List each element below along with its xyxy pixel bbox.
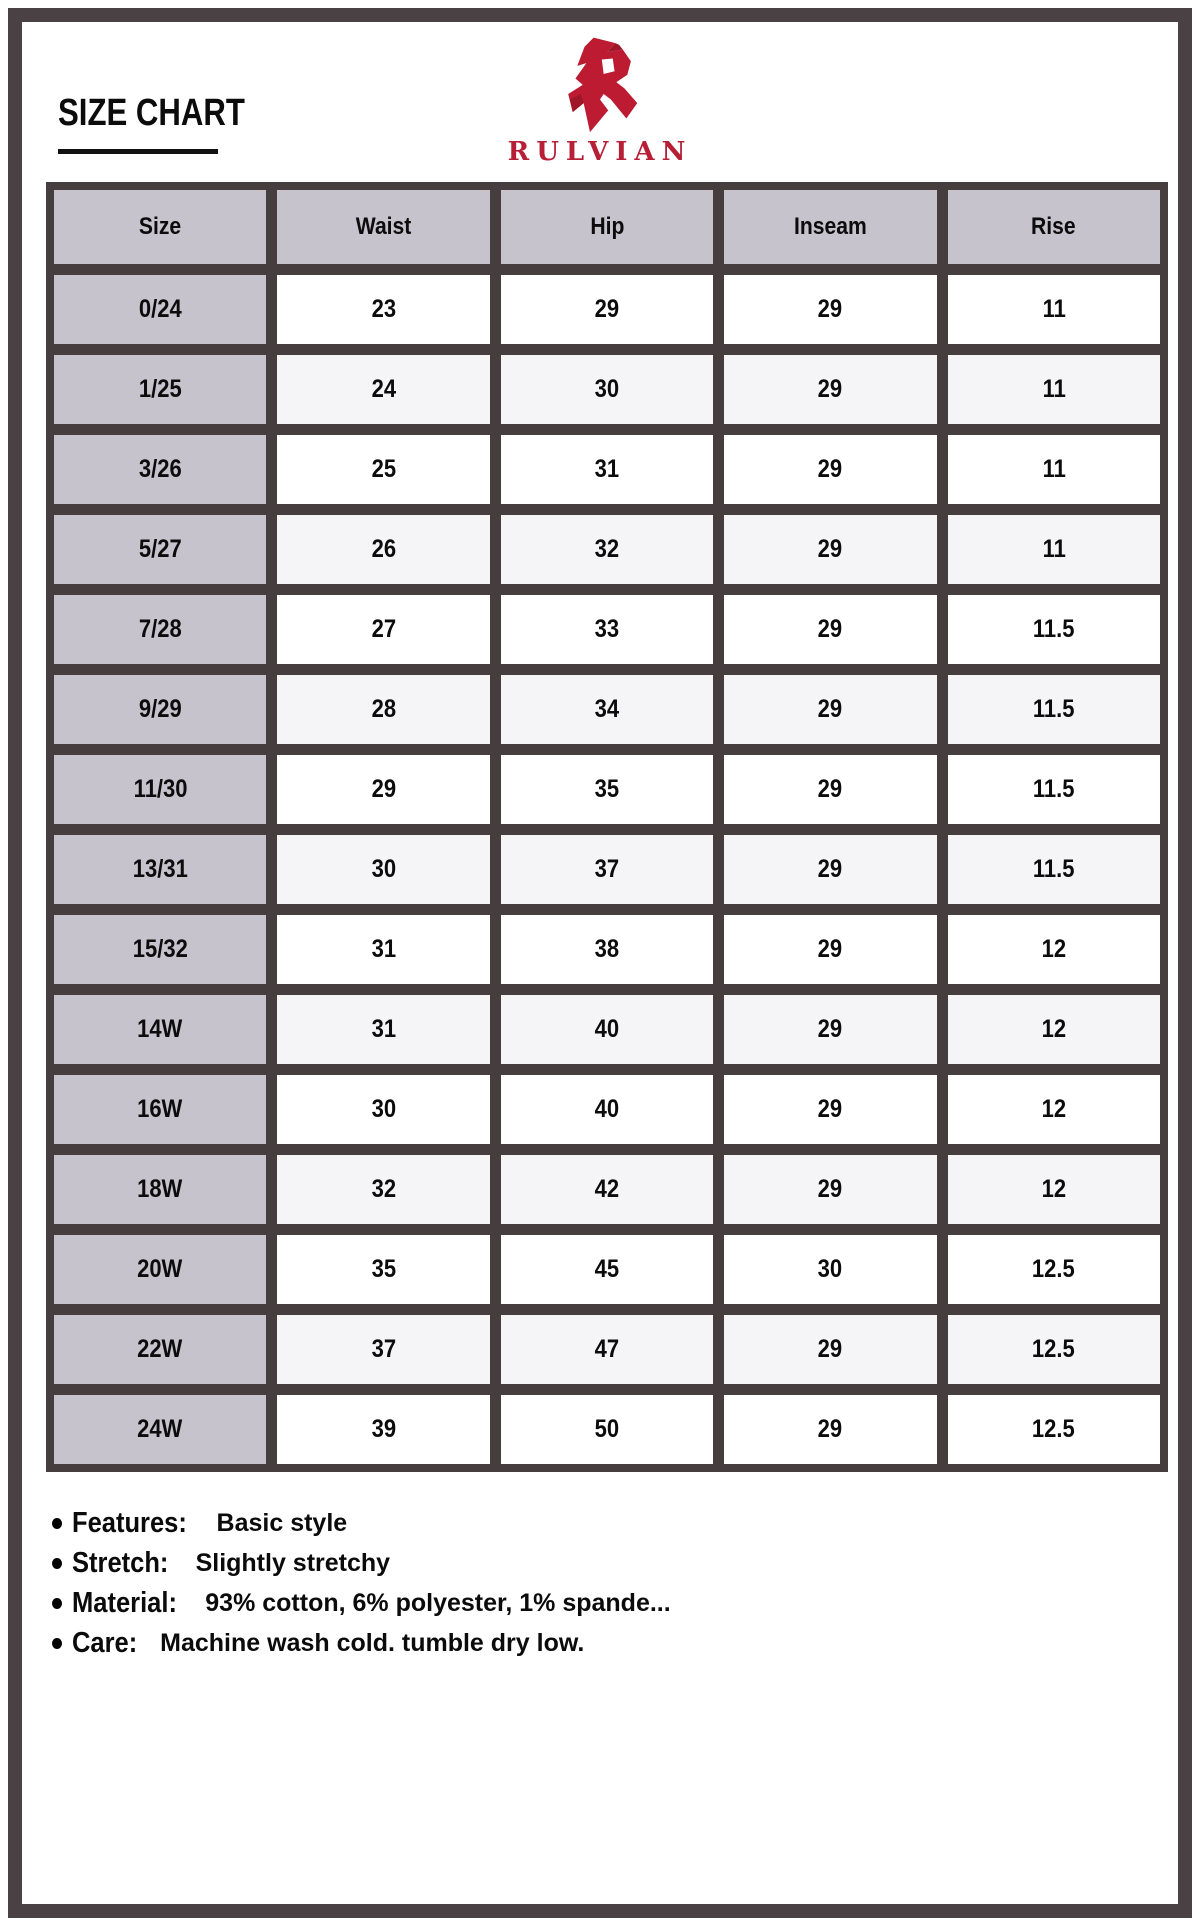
row-inseam-cell <box>724 1395 936 1464</box>
row-size-cell <box>54 995 266 1064</box>
row-waist-cell <box>277 355 489 424</box>
size-chart-table <box>46 182 1168 1472</box>
header-cell-rise <box>948 190 1160 264</box>
row-size-cell-text: 7/28 <box>138 615 182 643</box>
row-size-cell-text: 0/24 <box>138 295 182 323</box>
header-cell-hip-text: Hip <box>589 213 625 240</box>
brand-wordmark: RULVIAN <box>507 137 693 167</box>
row-waist-cell-text: 29 <box>371 775 396 803</box>
row-inseam-cell <box>724 1315 936 1384</box>
row-size-cell <box>54 1395 266 1464</box>
row-size-cell-text: 14W <box>137 1015 183 1043</box>
row-hip-cell-text: 35 <box>594 775 620 803</box>
row-size-cell <box>54 755 266 824</box>
row-inseam-cell <box>724 675 936 744</box>
row-inseam-cell <box>724 595 936 664</box>
row-hip-cell <box>501 435 713 504</box>
row-size-cell <box>54 515 266 584</box>
row-waist-cell-text: 28 <box>371 695 396 723</box>
row-hip-cell-text: 30 <box>594 375 620 403</box>
row-rise-cell <box>948 995 1160 1064</box>
row-inseam-cell-text: 29 <box>818 1415 843 1443</box>
bullet-dot-icon <box>52 1518 62 1529</box>
detail-line <box>52 1583 671 1623</box>
row-hip-cell <box>501 755 713 824</box>
row-hip-cell-text: 34 <box>594 695 620 723</box>
header-cell-size <box>54 190 266 264</box>
row-size-cell-text: 22W <box>137 1335 183 1363</box>
row-size-cell-text: 9/29 <box>138 695 182 723</box>
row-hip-cell-text: 50 <box>594 1415 620 1443</box>
row-size-cell-text: 3/26 <box>138 455 182 483</box>
header-cell-waist-text: Waist <box>355 213 412 240</box>
row-waist-cell <box>277 1395 489 1464</box>
row-hip-cell-text: 32 <box>594 535 620 563</box>
row-rise-cell <box>948 595 1160 664</box>
row-hip-cell-text: 29 <box>594 295 620 323</box>
row-hip-cell <box>501 1395 713 1464</box>
row-waist-cell <box>277 1235 489 1304</box>
header-cell-waist <box>277 190 489 264</box>
row-waist-cell-text: 24 <box>371 375 396 403</box>
row-rise-cell-text: 11 <box>1042 295 1066 323</box>
detail-value: Machine wash cold. tumble dry low. <box>160 1628 585 1657</box>
row-waist-cell <box>277 515 489 584</box>
row-waist-cell-text: 30 <box>371 855 396 883</box>
row-waist-cell <box>277 835 489 904</box>
row-rise-cell-text: 11.5 <box>1032 775 1075 803</box>
row-waist-cell-text: 30 <box>371 1095 396 1123</box>
row-rise-cell-text: 11 <box>1042 535 1066 563</box>
row-rise-cell <box>948 835 1160 904</box>
row-inseam-cell <box>724 275 936 344</box>
row-hip-cell-text: 33 <box>594 615 620 643</box>
row-rise-cell <box>948 1075 1160 1144</box>
row-waist-cell-text: 35 <box>371 1255 396 1283</box>
row-size-cell <box>54 1155 266 1224</box>
row-hip-cell <box>501 515 713 584</box>
row-hip-cell <box>501 355 713 424</box>
row-waist-cell <box>277 915 489 984</box>
detail-label: Features: <box>72 1506 187 1539</box>
row-rise-cell-text: 11.5 <box>1032 855 1075 883</box>
row-hip-cell-text: 40 <box>594 1015 620 1043</box>
detail-line <box>52 1503 671 1543</box>
row-waist-cell <box>277 1315 489 1384</box>
header-cell-inseam-text: Inseam <box>793 213 867 240</box>
detail-line <box>52 1623 671 1663</box>
row-rise-cell-text: 11.5 <box>1032 615 1075 643</box>
row-rise-cell-text: 12.5 <box>1032 1415 1076 1443</box>
row-hip-cell-text: 31 <box>594 455 620 483</box>
detail-value: Basic style <box>216 1508 348 1537</box>
row-inseam-cell-text: 30 <box>818 1255 843 1283</box>
header-cell-size-text: Size <box>139 213 182 240</box>
row-waist-cell <box>277 275 489 344</box>
row-waist-cell-text: 32 <box>371 1175 396 1203</box>
row-size-cell-text: 16W <box>137 1095 183 1123</box>
detail-label: Stretch: <box>72 1546 169 1579</box>
detail-label: Care: <box>72 1626 138 1659</box>
row-size-cell <box>54 1315 266 1384</box>
row-inseam-cell <box>724 1235 936 1304</box>
row-size-cell-text: 24W <box>137 1415 183 1443</box>
row-size-cell <box>54 1075 266 1144</box>
row-rise-cell-text: 11 <box>1042 455 1066 483</box>
row-hip-cell <box>501 1315 713 1384</box>
bullet-dot-icon <box>52 1598 62 1609</box>
row-waist-cell-text: 31 <box>371 935 396 963</box>
row-size-cell <box>54 435 266 504</box>
row-inseam-cell-text: 29 <box>818 695 843 723</box>
row-inseam-cell-text: 29 <box>818 855 843 883</box>
detail-line <box>52 1543 671 1583</box>
row-waist-cell-text: 26 <box>371 535 396 563</box>
row-inseam-cell-text: 29 <box>818 295 843 323</box>
row-inseam-cell <box>724 915 936 984</box>
row-hip-cell <box>501 595 713 664</box>
row-rise-cell-text: 12.5 <box>1032 1335 1076 1363</box>
row-waist-cell-text: 39 <box>371 1415 396 1443</box>
row-rise-cell <box>948 435 1160 504</box>
row-rise-cell-text: 12 <box>1041 1095 1067 1123</box>
row-size-cell-text: 15/32 <box>132 935 188 963</box>
row-hip-cell-text: 45 <box>594 1255 620 1283</box>
page-title: SIZE CHART <box>58 92 245 134</box>
row-size-cell <box>54 355 266 424</box>
row-inseam-cell-text: 29 <box>818 535 843 563</box>
row-size-cell <box>54 275 266 344</box>
row-inseam-cell-text: 29 <box>818 455 843 483</box>
row-inseam-cell <box>724 1155 936 1224</box>
product-details-list <box>52 1503 671 1663</box>
bullet-dot-icon <box>52 1558 62 1569</box>
row-waist-cell-text: 27 <box>371 615 396 643</box>
row-inseam-cell <box>724 755 936 824</box>
row-inseam-cell <box>724 515 936 584</box>
row-hip-cell-text: 37 <box>594 855 620 883</box>
row-hip-cell <box>501 275 713 344</box>
row-inseam-cell <box>724 435 936 504</box>
row-size-cell-text: 11/30 <box>133 775 188 803</box>
header-cell-inseam <box>724 190 936 264</box>
row-rise-cell <box>948 1395 1160 1464</box>
row-size-cell-text: 18W <box>137 1175 183 1203</box>
row-waist-cell <box>277 755 489 824</box>
row-hip-cell <box>501 835 713 904</box>
row-waist-cell-text: 23 <box>371 295 396 323</box>
row-rise-cell <box>948 915 1160 984</box>
row-waist-cell <box>277 675 489 744</box>
row-inseam-cell-text: 29 <box>818 1175 843 1203</box>
row-rise-cell-text: 11 <box>1042 375 1066 403</box>
row-inseam-cell-text: 29 <box>818 1015 843 1043</box>
row-size-cell <box>54 675 266 744</box>
row-hip-cell-text: 42 <box>594 1175 620 1203</box>
row-inseam-cell-text: 29 <box>818 775 843 803</box>
row-rise-cell <box>948 1315 1160 1384</box>
row-rise-cell-text: 12 <box>1041 1175 1067 1203</box>
row-hip-cell <box>501 1235 713 1304</box>
row-inseam-cell <box>724 355 936 424</box>
row-size-cell <box>54 835 266 904</box>
row-size-cell <box>54 1235 266 1304</box>
row-rise-cell-text: 12 <box>1041 1015 1067 1043</box>
row-waist-cell-text: 37 <box>371 1335 396 1363</box>
row-hip-cell <box>501 1155 713 1224</box>
row-waist-cell <box>277 1155 489 1224</box>
detail-value: 93% cotton, 6% polyester, 1% spande... <box>205 1588 671 1617</box>
detail-label: Material: <box>72 1586 177 1619</box>
row-hip-cell <box>501 675 713 744</box>
row-rise-cell <box>948 675 1160 744</box>
row-size-cell-text: 5/27 <box>138 535 182 563</box>
row-waist-cell <box>277 435 489 504</box>
row-rise-cell <box>948 1155 1160 1224</box>
row-size-cell <box>54 915 266 984</box>
row-waist-cell <box>277 995 489 1064</box>
row-rise-cell <box>948 275 1160 344</box>
header-cell-rise-text: Rise <box>1031 213 1077 240</box>
row-waist-cell <box>277 595 489 664</box>
row-rise-cell-text: 11.5 <box>1032 695 1075 723</box>
row-waist-cell-text: 31 <box>371 1015 396 1043</box>
row-size-cell <box>54 595 266 664</box>
row-rise-cell <box>948 755 1160 824</box>
bullet-dot-icon <box>52 1638 62 1649</box>
row-hip-cell <box>501 1075 713 1144</box>
header-cell-hip <box>501 190 713 264</box>
row-inseam-cell <box>724 835 936 904</box>
row-inseam-cell-text: 29 <box>818 1095 843 1123</box>
row-rise-cell-text: 12 <box>1041 935 1067 963</box>
row-hip-cell-text: 47 <box>594 1335 620 1363</box>
row-rise-cell-text: 12.5 <box>1032 1255 1076 1283</box>
row-waist-cell-text: 25 <box>371 455 396 483</box>
row-hip-cell-text: 38 <box>594 935 620 963</box>
row-rise-cell <box>948 515 1160 584</box>
row-inseam-cell-text: 29 <box>818 375 843 403</box>
detail-value: Slightly stretchy <box>195 1548 391 1577</box>
row-rise-cell <box>948 355 1160 424</box>
row-hip-cell <box>501 995 713 1064</box>
row-waist-cell <box>277 1075 489 1144</box>
row-inseam-cell-text: 29 <box>818 935 843 963</box>
row-inseam-cell <box>724 995 936 1064</box>
row-inseam-cell-text: 29 <box>818 1335 843 1363</box>
row-hip-cell <box>501 915 713 984</box>
row-hip-cell-text: 40 <box>594 1095 620 1123</box>
row-size-cell-text: 1/25 <box>138 375 182 403</box>
row-rise-cell <box>948 1235 1160 1304</box>
row-inseam-cell <box>724 1075 936 1144</box>
brand-r-logo-icon <box>556 34 644 134</box>
row-size-cell-text: 20W <box>137 1255 183 1283</box>
row-inseam-cell-text: 29 <box>818 615 843 643</box>
row-size-cell-text: 13/31 <box>132 855 188 883</box>
